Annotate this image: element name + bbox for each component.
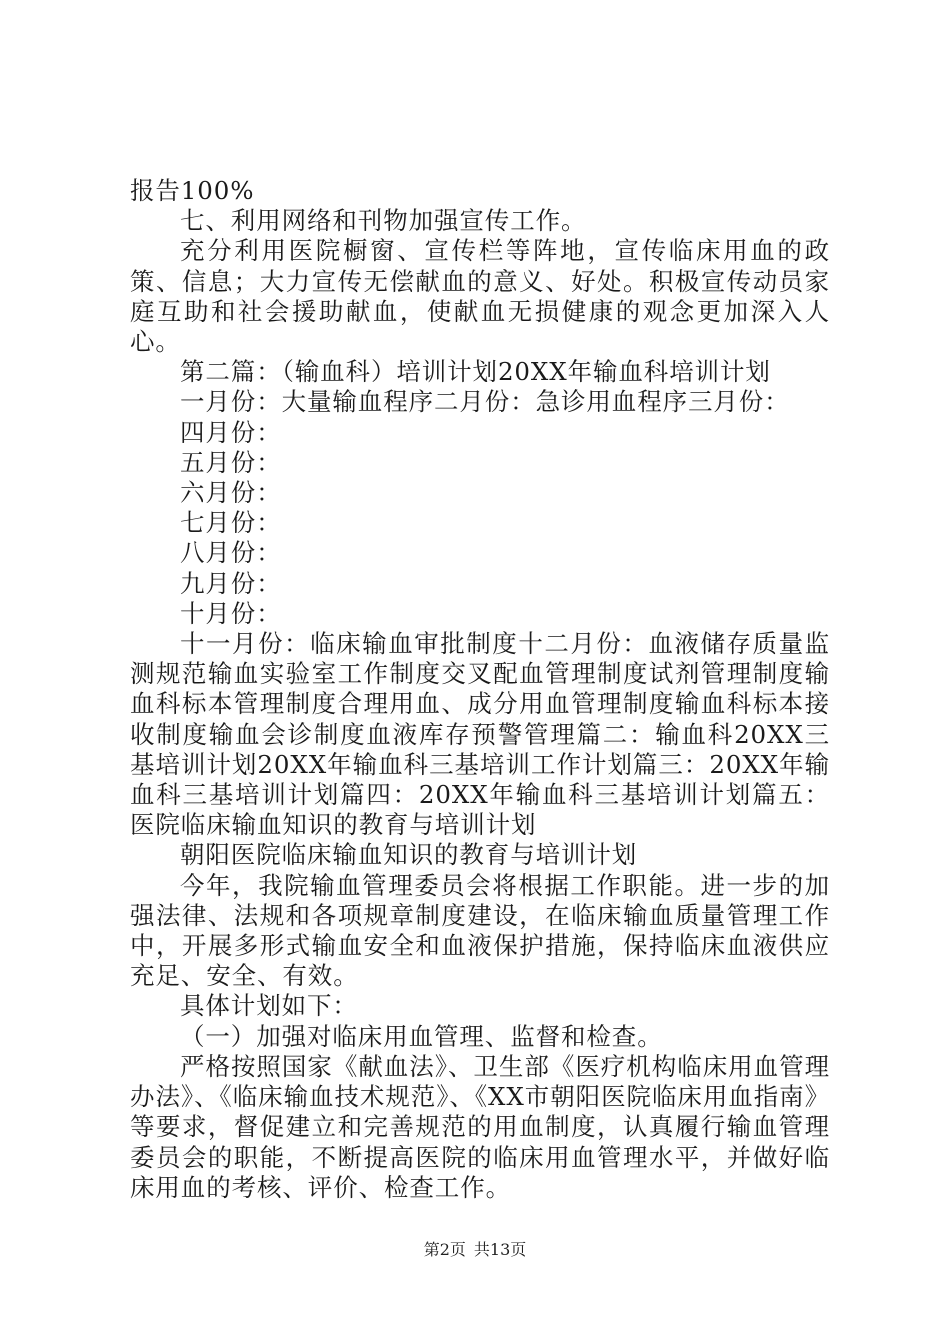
- paragraph-october: 十月份：: [180, 598, 282, 628]
- paragraph-months-one-to-three: 一月份：大量输血程序二月份：急诊用血程序三月份：: [180, 387, 790, 417]
- paragraph-publicity: 充分利用医院橱窗、宣传栏等阵地，宣传临床用血的政策、信息；大力宣传无偿献血的意义、好处。积极宣传动员家庭互助和社会援助献血，使献血无损健康的观念更加深入人心。: [130, 236, 830, 357]
- paragraph-this-year: 今年，我院输血管理委员会将根据工作职能。进一步的加强法律、法规和各项规章制度建设，在临床输血质量管理工作中，开展多形式输血安全和血液保护措施，保持临床血液供应充足、安全、有效。: [130, 870, 830, 991]
- paragraph-part-two-heading: 第二篇：（输血科）培训计划20XX年输血科培训计划: [180, 357, 771, 387]
- paragraph-july: 七月份：: [180, 508, 282, 538]
- page-number: 第2页: [423, 1240, 466, 1259]
- paragraph-specific-plan: 具体计划如下：: [180, 991, 358, 1021]
- paragraph-november-december: 十一月份：临床输血审批制度十二月份：血液储存质量监测规范输血实验室工作制度交叉配血管理制度试剂管理制度输血科标本管理制度合理用血、成分用血管理制度输血科标本接收制度输血会诊制度血液库存预警管理篇二：输血科20XX三基培训计划20XX年输血科三基培训工作计划篇三：20XX年输血科三基培训计划篇四：20XX年输血科三基培训计划篇五：医院临床输血知识的教育与培训计划: [130, 629, 830, 840]
- paragraph-june: 六月份：: [180, 478, 282, 508]
- paragraph-chaoyang-plan-title: 朝阳医院临床输血知识的教育与培训计划: [180, 840, 638, 870]
- page-footer: [0, 1240, 950, 1260]
- document-body: [130, 176, 830, 1203]
- paragraph-section-seven-heading: 七、利用网络和刊物加强宣传工作。: [180, 206, 587, 236]
- paragraph-august: 八月份：: [180, 538, 282, 568]
- paragraph-report-percent: 报告100%: [130, 176, 255, 205]
- paragraph-regulations: 严格按照国家《献血法》、卫生部《医疗机构临床用血管理办法》、《临床输血技术规范》、《XX市朝阳医院临床用血指南》等要求，督促建立和完善规范的用血制度，认真履行输血管理委员会的职能，不断提高医院的临床用血管理水平，并做好临床用血的考核、评价、检查工作。: [130, 1051, 830, 1202]
- page-total: 共13页: [473, 1240, 527, 1259]
- paragraph-september: 九月份：: [180, 568, 282, 598]
- paragraph-april: 四月份：: [180, 417, 282, 447]
- paragraph-may: 五月份：: [180, 447, 282, 477]
- paragraph-item-one-heading: （一）加强对临床用血管理、监督和检查。: [180, 1021, 663, 1051]
